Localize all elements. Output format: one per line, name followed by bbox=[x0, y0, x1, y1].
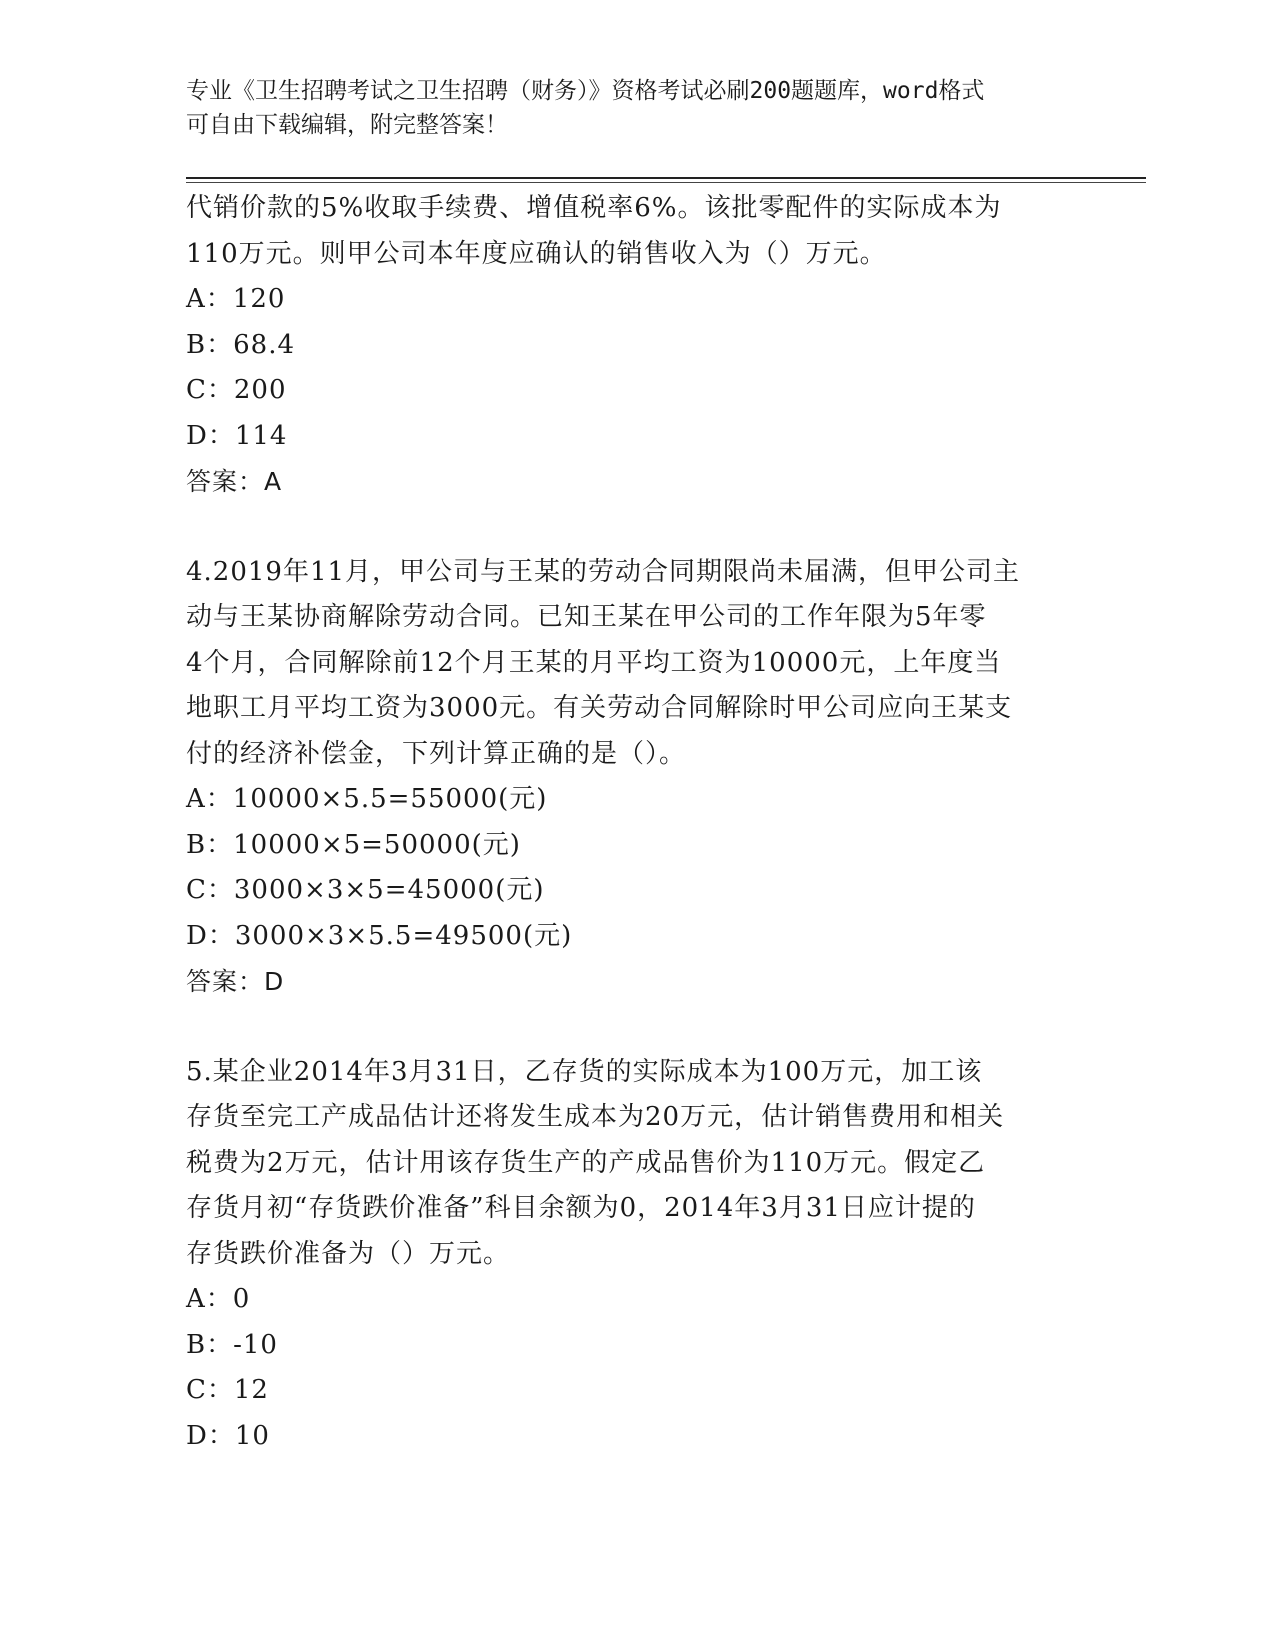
answer-line: 答案：D bbox=[186, 967, 285, 996]
question-stem-line: 存货跌价准备为（）万元。 bbox=[186, 1238, 511, 1269]
question-stem-line: 代销价款的5%收取手续费、增值税率6%。该批零配件的实际成本为 bbox=[186, 193, 1002, 223]
question-stem-line: 存货月初“存货跌价准备”科目余额为0，2014年3月31日应计提的 bbox=[186, 1193, 976, 1223]
option-b: B：10000×5=50000(元) bbox=[186, 829, 521, 860]
option-b: B：68.4 bbox=[186, 329, 295, 360]
question-stem-line: 5.某企业2014年3月31日，乙存货的实际成本为100万元，加工该 bbox=[186, 1056, 983, 1087]
document-header bbox=[186, 74, 1066, 142]
question-stem-line: 地职工月平均工资为3000元。有关劳动合同解除时甲公司应向王某支 bbox=[186, 693, 1013, 723]
question-stem-line: 税费为2万元，估计用该存货生产的产成品售价为110万元。假定乙 bbox=[186, 1147, 986, 1178]
header-divider-thin bbox=[186, 182, 1146, 183]
option-c: C：200 bbox=[186, 375, 287, 405]
question-stem-line: 4个月，合同解除前12个月王某的月平均工资为10000元，上年度当 bbox=[186, 647, 1002, 678]
option-a: A：120 bbox=[186, 284, 286, 314]
option-b: B：-10 bbox=[186, 1329, 278, 1360]
header-title-line-1: 专业《卫生招聘考试之卫生招聘（财务）》资格考试必刷200题题库，word格式 bbox=[186, 78, 985, 104]
answer-line: 答案：A bbox=[186, 467, 283, 496]
option-d: D：3000×3×5.5=49500(元) bbox=[186, 920, 573, 951]
question-4 bbox=[186, 550, 1086, 1005]
spacer bbox=[186, 505, 1086, 550]
spacer bbox=[186, 1005, 1086, 1050]
header-divider-thick bbox=[186, 177, 1146, 179]
option-a: A：10000×5.5=55000(元) bbox=[186, 784, 548, 814]
question-stem-line: 4.2019年11月，甲公司与王某的劳动合同期限尚未届满，但甲公司主 bbox=[186, 556, 1021, 587]
option-c: C：3000×3×5=45000(元) bbox=[186, 875, 545, 905]
question-stem-line: 动与王某协商解除劳动合同。已知王某在甲公司的工作年限为5年零 bbox=[186, 602, 987, 632]
option-d: D：10 bbox=[186, 1420, 270, 1451]
option-a: A：0 bbox=[186, 1284, 251, 1314]
option-c: C：12 bbox=[186, 1375, 269, 1405]
question-stem-line: 110万元。则甲公司本年度应确认的销售收入为（）万元。 bbox=[186, 238, 887, 269]
header-title-line-2: 可自由下载编辑，附完整答案！ bbox=[186, 112, 508, 138]
option-d: D：114 bbox=[186, 420, 288, 451]
document-body bbox=[186, 186, 1086, 1459]
question-stem-line: 付的经济补偿金，下列计算正确的是（）。 bbox=[186, 738, 687, 769]
question-stem-line: 存货至完工产成品估计还将发生成本为20万元，估计销售费用和相关 bbox=[186, 1102, 1005, 1132]
question-5 bbox=[186, 1050, 1086, 1460]
question-3 bbox=[186, 186, 1086, 505]
